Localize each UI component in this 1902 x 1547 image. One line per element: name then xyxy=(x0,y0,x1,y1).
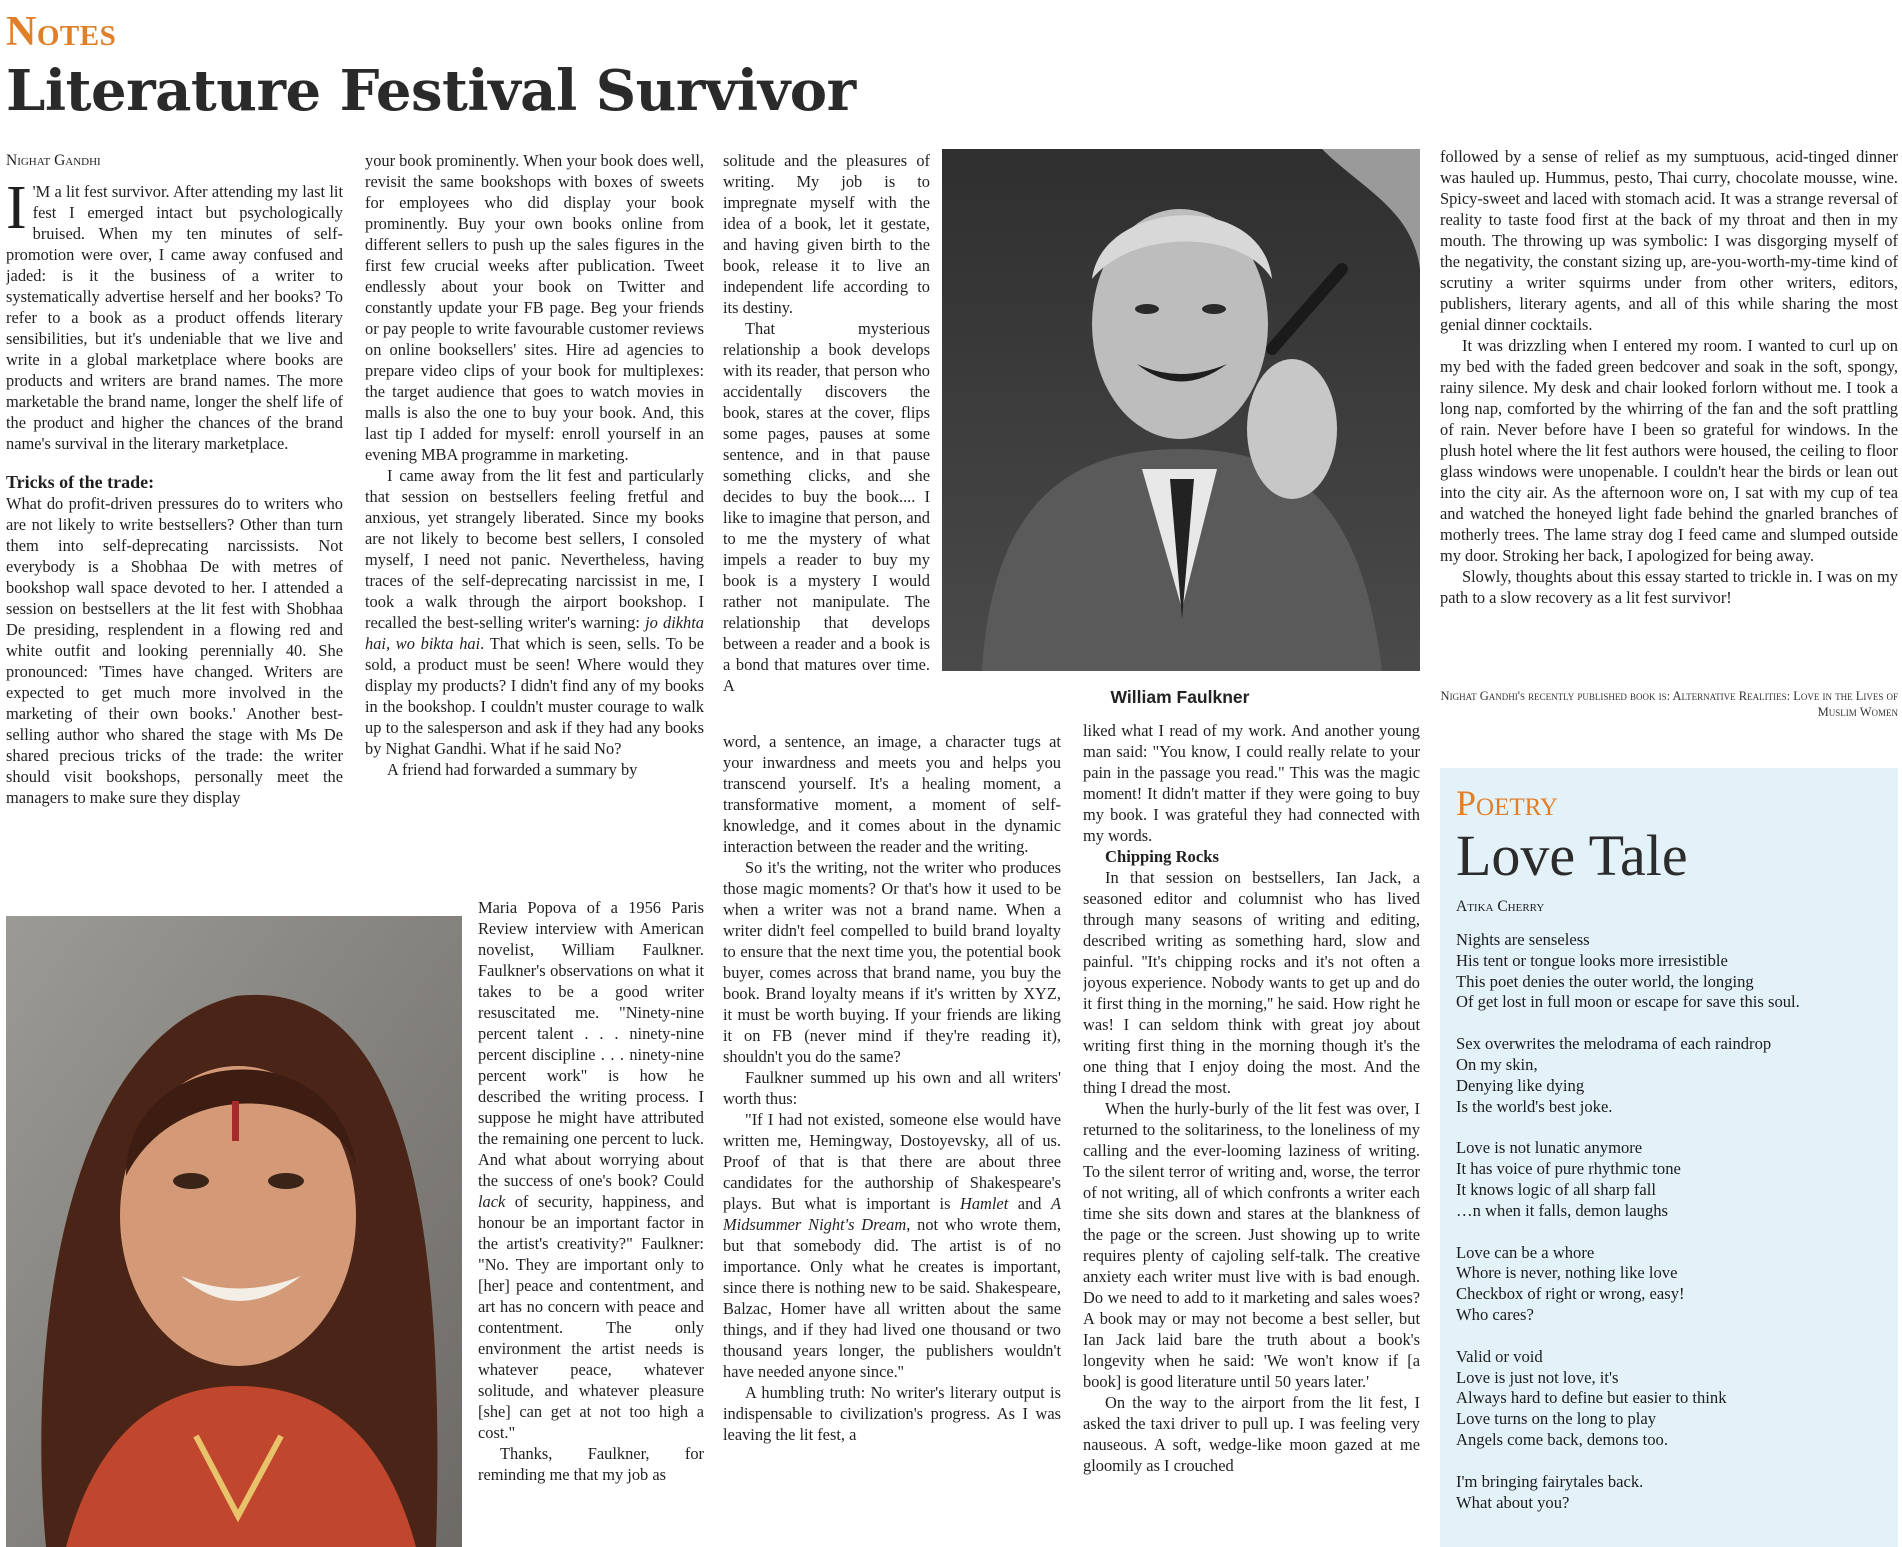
poem-stanza xyxy=(1456,1243,1886,1326)
poem-line: Always hard to define but easier to think xyxy=(1456,1388,1727,1408)
poem-line: I'm bringing fairytales back. xyxy=(1456,1471,1644,1491)
poem-line: Love turns on the long to play xyxy=(1456,1409,1657,1429)
faulkner-portrait-illustration xyxy=(942,149,1420,671)
poem-line: Nights are senseless xyxy=(1456,930,1590,949)
paragraph: What do profit-driven pressures do to writers who are not likely to write bestsellers? Other than turn them into self-deprecating narcissists. Not everybody is a Shobhaa De with metres of bookshop wall space devoted to her. I attended a session on bestsellers at the lit fest with Shobhaa De presiding, resplendent in a flowing red and white outfit and looking perennially 40. She pronounced: 'Times have changed. Writers are expected to get much more involved in the marketing of their own books.' Another best-selling author who shared the stage with Ms De shared precious tricks of the trade: the writer should visit bookshops, personally meet the managers to make sure they display xyxy=(6,494,343,807)
subhead-chipping-rocks: Chipping Rocks xyxy=(1105,847,1219,866)
poem-line: …n when it falls, demon laughs xyxy=(1456,1200,1668,1220)
section-label: Notes xyxy=(6,9,117,55)
article-column-4 xyxy=(1083,720,1420,1547)
shobhaa-de-photo xyxy=(6,916,462,1547)
paragraph: word, a sentence, an image, a character tugs at your inwardness and meets you and helps you transcend yourself. It's a healing moment, a transformative moment, a moment of self-knowledge, and it comes about in the dynamic interaction between the reader and the writing. xyxy=(723,732,1061,856)
poem-line: It knows logic of all sharp fall xyxy=(1456,1179,1657,1199)
photo-caption: William Faulkner xyxy=(1110,687,1250,707)
poem-line: What about you? xyxy=(1456,1492,1570,1512)
poem-line: Love can be a whore xyxy=(1456,1242,1595,1262)
poem-line: Sex overwrites the melodrama of each raindrop xyxy=(1456,1034,1772,1054)
lead-paragraph: I 'M a lit fest survivor. After attending my last lit fest I emerged intact but psychologically bruised. When my ten minutes of self-promotion were over, I came away confused and jaded: is it the business of a writer to systematically advertise herself and her books? To refer to a book as a product offends literary sensibilities, but it's undeniable that we live and write in a global marketplace where books are products and writers are brand names. The more marketable the brand name, longer the shelf life of the product and higher the chances of the brand name's survival in the literary marketplace. xyxy=(6,174,343,453)
paragraph: Faulkner summed up his own and all writers' worth thus: xyxy=(723,1068,1061,1108)
article-column-3 xyxy=(723,150,930,725)
poem-line: Who cares? xyxy=(1456,1304,1534,1324)
paragraph: solitude and the pleasures of writing. My job is to impregnate myself with the idea of a book, let it gestate, and having given birth to the book, release it to live an independent life according to its destiny. xyxy=(723,151,930,317)
paragraph: When the hurly-burly of the lit fest was over, I returned to the solitariness, to the loneliness of my calling and the ever-looming laziness of writing. To the silent terror of writing and, worse, the terror of not writing, all of which confronts a writer each time she sits down and stares at the blankness of the page or the screen. Just showing up to write requires plenty of cajoling self-talk. The creative anxiety each writer must live with is bad enough. Do we need to add to it marketing and sales woes? A book may or may not become a best seller, but Ian Jack laid bare the truth about a book's longevity when he said: 'We won't know if [a book] is good literature until 50 years later.' xyxy=(1083,1099,1420,1391)
paragraph: Slowly, thoughts about this essay started to trickle in. I was on my path to a slow recovery as a lit fest survivor! xyxy=(1440,567,1898,607)
byline: Nighat Gandhi xyxy=(6,152,101,169)
poem-line: Of get lost in full moon or escape for save this soul. xyxy=(1456,992,1800,1012)
article-column-5 xyxy=(1440,146,1898,671)
poem-line: Love is not lunatic anymore xyxy=(1456,1138,1643,1158)
portrait-illustration xyxy=(6,916,462,1547)
paragraph: In that session on bestsellers, Ian Jack, a seasoned editor and columnist who has lived through many seasons of writing and editing, described writing as something hard, slow and painful. ''It's chipping rocks and it's not often a joyous experience. Nobody wants to get up and do it first thing in the morning,'' he said. How right he was! I can seldom think with great joy about writing first thing in the morning though it's the one thing that I enjoy doing the most. And the thing I dread the most. xyxy=(1083,868,1420,1097)
poem-line: Angels come back, demons too. xyxy=(1456,1429,1668,1449)
article-column-2-lower xyxy=(478,897,704,1547)
article-column-2 xyxy=(365,150,704,890)
poetry-label: Poetry xyxy=(1456,783,1558,823)
poem-stanza xyxy=(1456,930,1886,1013)
poem-stanza xyxy=(1456,1347,1886,1451)
paragraph: followed by a sense of relief as my sumptuous, acid-tinged dinner was hauled up. Hummus, pesto, Thai curry, chocolate mousse, wine. Spicy-sweet and laced with stomach acid. It was a strange reversal of reality to taste food first at the back of my throat and then in my mouth. The throwing up was symbolic: I was disgorging myself of the negativity, the constant sizing up, are-you-worth-my-time kind of scrutiny a writer squirms under from other writers, editors, publishers, literary agents, and all of this while sharing the most genial dinner cocktails. xyxy=(1440,147,1898,334)
article-column-3-lower xyxy=(723,731,1061,1547)
poem-stanza xyxy=(1456,1472,1886,1514)
subhead-tricks: Tricks of the trade: xyxy=(6,472,155,492)
poem-line: Denying like dying xyxy=(1456,1075,1585,1095)
william-faulkner-photo xyxy=(942,149,1420,671)
paragraph-lead: A friend had forwarded a summary by xyxy=(387,760,638,779)
paragraph: I came away from the lit fest and particularly that session on bestsellers feeling fretful and anxious, yet strangely liberated. Since my books are not likely to become best sellers, I consoled myself, I need not panic. Nevertheless, having traces of the self-deprecating narcissist in me, I took a walk through the airport bookshop. I recalled the best-selling writer's warning: jo dikhta hai, wo bikta hai. That which is seen, sells. To be sold, a product must be seen! Where would they display my products? I didn't find any of my books in the bookshop. I couldn't muster courage to walk up to the salesperson and ask if they had any books by Nighat Gandhi. What if he said No? xyxy=(365,466,704,758)
paragraph: your book prominently. When your book does well, revisit the same bookshops with boxes of sweets for employees who did display your book prominently. Buy your own books online from different sellers to push up the sales figures in the first few crucial weeks after publication. Tweet endlessly about your book on Twitter and constantly update your FB page. Beg your friends or pay people to write favourable customer reviews on online booksellers' sites. Hire ad agencies to prepare video clips of your book for multiplexes: the target audience that goes to watch movies in malls is also the one to buy your book. And, this last tip I added for myself: enroll yourself in an evening MBA programme in marketing. xyxy=(365,151,704,464)
quote-paragraph: "If I had not existed, someone else would have written me, Hemingway, Dostoyevsky, all of us. Proof of that is that there are about three candidates for the authorship of Shakespeare's plays. But what is important is Hamlet and A Midsummer Night's Dream, not who wrote them, but that somebody did. The artist is of no importance. Only what he creates is important, since there is nothing new to be said. Shakespeare, Balzac, Homer have all written about the same things, and if they had lived one thousand or two thousand years longer, the publishers wouldn't have needed anyone since.'' xyxy=(723,1110,1061,1381)
poem-line: It has voice of pure rhythmic tone xyxy=(1456,1159,1681,1179)
paragraph: Maria Popova of a 1956 Paris Review interview with American novelist, William Faulkner. Faulkner's observations on what it takes to be a good writer resuscitated me. "Ninety-nine percent talent . . . ninety-nine percent discipline . . . ninety-nine percent work" is how he described the writing process. I suppose he might have attributed the remaining one percent to luck. And what about worrying about the success of one's book? Could lack of security, happiness, and honour be an important factor in the artist's creativity?" Faulkner: "No. They are important only to [her] peace and contentment, and art has no concern with peace and contentment. The only environment the artist needs is whatever peace, whatever solitude, and whatever pleasure [she] can get at not too high a cost." xyxy=(478,898,704,1442)
poem-stanza xyxy=(1456,1034,1886,1117)
poem-line: His tent or tongue looks more irresistible xyxy=(1456,950,1728,970)
poem-line: This poet denies the outer world, the longing xyxy=(1456,971,1754,991)
paragraph: On the way to the airport from the lit fest, I asked the taxi driver to pull up. I was feeling very nauseous. A soft, wedge-like moon gazed at me gloomily as I crouched xyxy=(1083,1393,1420,1475)
paragraph: That mysterious relationship a book develops with its reader, that person who accidentally discovers the book, stares at the cover, flips some pages, pauses at some sentence, and in that pause something clicks, and she decides to buy the book.... I like to imagine that person, and to me the mystery of what impels a reader to buy my book is a mystery I would rather not manipulate. The relationship that develops between a reader and a book is a bond that matures over time. A xyxy=(723,319,930,695)
hindi-phrase: jo dikhta hai, wo bikta hai xyxy=(365,613,704,653)
paragraph: liked what I read of my work. And another young man said: "You know, I could really relate to your pain in the passage you read." This was the magic moment! It didn't matter if they were going to buy my book. I was grateful they had connected with my words. xyxy=(1083,721,1420,845)
poem-body xyxy=(1456,930,1886,1513)
poem-line: On my skin, xyxy=(1456,1054,1538,1074)
poem-stanza xyxy=(1456,1138,1886,1221)
poetry-box xyxy=(1440,768,1898,1547)
paragraph: Thanks, Faulkner, for reminding me that my job as xyxy=(478,1444,704,1484)
paragraph: A humbling truth: No writer's literary output is indispensable to civilization's progress. As I was leaving the lit fest, a xyxy=(723,1383,1061,1444)
article-column-1 xyxy=(6,150,343,900)
poem-line: Love is just not love, it's xyxy=(1456,1367,1619,1387)
drop-cap: I xyxy=(6,174,27,242)
headline: Literature Festival Survivor xyxy=(6,58,856,124)
paragraph: So it's the writing, not the writer who produces those magic moments? Or that's how it used to be when a writer was not a brand name. When a writer didn't feel compelled to build brand loyalty to ensure that the next time you, the potential book buyer, comes across that brand name, you buy the book. Brand loyalty means if it's written by XYZ, it must be worth buying. If your friends are liking it on FB (never mind if they're reading it), shouldn't you do the same? xyxy=(723,858,1061,1066)
paragraph: It was drizzling when I entered my room. I wanted to curl up on my bed with the faded green bedcover and soak in the soft, spongy, rainy silence. My desk and chair looked forlorn without me. I took a long nap, comforted by the whirring of the fan and the soft prattling of rain. Never before have I been so grateful for windows. In the plush hotel where the lit fest authors were housed, the ceiling to floor glass windows were unopenable. I couldn't hear the birds or lean out into the city air. As the afternoon wore on, I sat with my cup of tea and watched the honeyed light fade behind the gnarled branches of motherly trees. The lame stray dog I feed came and slumped outside my door. Stroking her back, I apologized for being away. xyxy=(1440,336,1898,565)
poem-line: Whore is never, nothing like love xyxy=(1456,1263,1678,1283)
poem-title: Love Tale xyxy=(1456,823,1688,888)
author-note: Nighat Gandhi's recently published book is: Alternative Realities: Love in the Lives of Muslim Women xyxy=(1440,689,1898,719)
poem-line: Is the world's best joke. xyxy=(1456,1096,1613,1116)
poem-line: Valid or void xyxy=(1456,1346,1543,1366)
poem-author: Atika Cherry xyxy=(1456,898,1545,915)
poem-line: Checkbox of right or wrong, easy! xyxy=(1456,1284,1685,1304)
